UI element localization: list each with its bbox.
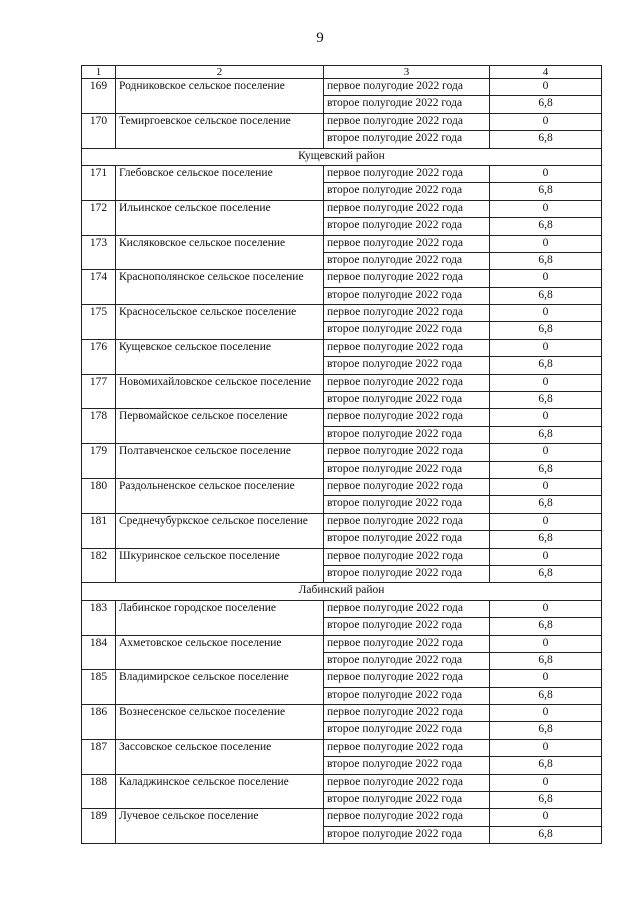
row-number: 183: [82, 600, 116, 635]
column-header: 1: [82, 66, 116, 79]
period-label: первое полугодие 2022 года: [324, 548, 490, 565]
period-label: второе полугодие 2022 года: [324, 652, 490, 669]
row-number: 174: [82, 270, 116, 305]
period-label: первое полугодие 2022 года: [324, 235, 490, 252]
period-label: второе полугодие 2022 года: [324, 322, 490, 339]
table-row: [82, 809, 602, 826]
district-name: Кущевский район: [82, 148, 602, 165]
rate-value: 0: [490, 670, 602, 687]
rate-value: 6,8: [490, 565, 602, 582]
period-label: первое полугодие 2022 года: [324, 305, 490, 322]
rate-value: 0: [490, 200, 602, 217]
row-number: 176: [82, 339, 116, 374]
period-label: второе полугодие 2022 года: [324, 496, 490, 513]
row-number: 179: [82, 444, 116, 479]
period-label: первое полугодие 2022 года: [324, 809, 490, 826]
period-label: второе полугодие 2022 года: [324, 426, 490, 443]
row-number: 172: [82, 200, 116, 235]
page-number: 9: [316, 30, 324, 46]
period-label: второе полугодие 2022 года: [324, 357, 490, 374]
row-number: 186: [82, 705, 116, 740]
period-label: первое полугодие 2022 года: [324, 409, 490, 426]
row-number: 175: [82, 305, 116, 340]
column-header: 3: [324, 66, 490, 79]
rate-value: 6,8: [490, 426, 602, 443]
rate-value: 0: [490, 113, 602, 130]
period-label: второе полугодие 2022 года: [324, 687, 490, 704]
rate-value: 0: [490, 513, 602, 530]
rate-value: 6,8: [490, 757, 602, 774]
row-number: 182: [82, 548, 116, 583]
table-body: [82, 66, 602, 844]
table-row: [82, 444, 602, 461]
period-label: второе полугодие 2022 года: [324, 183, 490, 200]
period-label: первое полугодие 2022 года: [324, 79, 490, 96]
row-number: 185: [82, 670, 116, 705]
settlement-name: Лучевое сельское поселение: [116, 809, 324, 844]
table-row: [82, 270, 602, 287]
rate-value: 0: [490, 305, 602, 322]
rate-value: 0: [490, 705, 602, 722]
rate-value: 0: [490, 79, 602, 96]
table-row: [82, 548, 602, 565]
settlement-name: Родниковское сельское поселение: [116, 79, 324, 114]
rate-value: 0: [490, 235, 602, 252]
period-label: первое полугодие 2022 года: [324, 165, 490, 182]
rate-value: 0: [490, 270, 602, 287]
table-row: [82, 165, 602, 182]
table-row: [82, 670, 602, 687]
column-header: 4: [490, 66, 602, 79]
rate-value: 6,8: [490, 826, 602, 843]
period-label: первое полугодие 2022 года: [324, 513, 490, 530]
rate-value: 0: [490, 809, 602, 826]
row-number: 184: [82, 635, 116, 670]
period-label: первое полугодие 2022 года: [324, 670, 490, 687]
table-row: [82, 774, 602, 791]
row-number: 181: [82, 513, 116, 548]
table-row: [82, 235, 602, 252]
period-label: второе полугодие 2022 года: [324, 565, 490, 582]
rate-value: 0: [490, 165, 602, 182]
period-label: второе полугодие 2022 года: [324, 792, 490, 809]
rate-value: 6,8: [490, 792, 602, 809]
row-number: 178: [82, 409, 116, 444]
settlement-name: Владимирское сельское поселение: [116, 670, 324, 705]
rate-value: 0: [490, 374, 602, 391]
settlement-name: Каладжинское сельское поселение: [116, 774, 324, 809]
row-number: 187: [82, 739, 116, 774]
settlement-name: Вознесенское сельское поселение: [116, 705, 324, 740]
rate-value: 0: [490, 774, 602, 791]
rate-value: 6,8: [490, 322, 602, 339]
period-label: первое полугодие 2022 года: [324, 270, 490, 287]
settlement-name: Кисляковское сельское поселение: [116, 235, 324, 270]
settlement-name: Темиргоевское сельское поселение: [116, 113, 324, 148]
rate-value: 6,8: [490, 496, 602, 513]
rate-value: 6,8: [490, 722, 602, 739]
settlement-name: Зассовское сельское поселение: [116, 739, 324, 774]
period-label: второе полугодие 2022 года: [324, 461, 490, 478]
rate-value: 6,8: [490, 287, 602, 304]
rate-value: 6,8: [490, 652, 602, 669]
rate-value: 0: [490, 478, 602, 495]
period-label: второе полугодие 2022 года: [324, 392, 490, 409]
period-label: второе полугодие 2022 года: [324, 618, 490, 635]
row-number: 173: [82, 235, 116, 270]
rate-value: 6,8: [490, 618, 602, 635]
header-row: [82, 66, 602, 79]
table-row: [82, 705, 602, 722]
settlement-name: Кущевское сельское поселение: [116, 339, 324, 374]
settlements-table: [81, 65, 602, 844]
settlement-name: Шкуринское сельское поселение: [116, 548, 324, 583]
period-label: второе полугодие 2022 года: [324, 531, 490, 548]
settlement-name: Среднечубуркское сельское поселение: [116, 513, 324, 548]
period-label: первое полугодие 2022 года: [324, 739, 490, 756]
table-row: [82, 635, 602, 652]
row-number: 171: [82, 165, 116, 200]
row-number: 169: [82, 79, 116, 114]
row-number: 189: [82, 809, 116, 844]
rate-value: 0: [490, 444, 602, 461]
table-row: [82, 513, 602, 530]
table-row: [82, 409, 602, 426]
column-header: 2: [116, 66, 324, 79]
table-row: [82, 200, 602, 217]
rate-value: 0: [490, 635, 602, 652]
settlement-name: Новомихайловское сельское поселение: [116, 374, 324, 409]
period-label: первое полугодие 2022 года: [324, 705, 490, 722]
period-label: второе полугодие 2022 года: [324, 218, 490, 235]
district-name: Лабинский район: [82, 583, 602, 600]
period-label: первое полугодие 2022 года: [324, 200, 490, 217]
settlement-name: Глебовское сельское поселение: [116, 165, 324, 200]
rate-value: 6,8: [490, 531, 602, 548]
table-row: [82, 374, 602, 391]
rate-value: 0: [490, 548, 602, 565]
table-row: [82, 113, 602, 130]
period-label: второе полугодие 2022 года: [324, 826, 490, 843]
row-number: 170: [82, 113, 116, 148]
rate-value: 6,8: [490, 218, 602, 235]
district-header-row: [82, 148, 602, 165]
rate-value: 6,8: [490, 687, 602, 704]
rate-value: 0: [490, 409, 602, 426]
period-label: второе полугодие 2022 года: [324, 757, 490, 774]
settlement-name: Красносельское сельское поселение: [116, 305, 324, 340]
rate-value: 6,8: [490, 461, 602, 478]
period-label: второе полугодие 2022 года: [324, 96, 490, 113]
district-header-row: [82, 583, 602, 600]
rate-value: 6,8: [490, 392, 602, 409]
table-row: [82, 79, 602, 96]
rate-value: 0: [490, 339, 602, 356]
settlement-name: Лабинское городское поселение: [116, 600, 324, 635]
rate-value: 6,8: [490, 131, 602, 148]
period-label: первое полугодие 2022 года: [324, 478, 490, 495]
table-row: [82, 478, 602, 495]
period-label: второе полугодие 2022 года: [324, 252, 490, 269]
settlement-name: Полтавченское сельское поселение: [116, 444, 324, 479]
rate-value: 6,8: [490, 357, 602, 374]
period-label: первое полугодие 2022 года: [324, 600, 490, 617]
period-label: второе полугодие 2022 года: [324, 131, 490, 148]
table-row: [82, 739, 602, 756]
table-row: [82, 600, 602, 617]
period-label: второе полугодие 2022 года: [324, 287, 490, 304]
table-row: [82, 305, 602, 322]
period-label: первое полугодие 2022 года: [324, 635, 490, 652]
settlement-name: Первомайское сельское поселение: [116, 409, 324, 444]
rate-value: 0: [490, 600, 602, 617]
settlement-name: Раздольненское сельское поселение: [116, 478, 324, 513]
period-label: первое полугодие 2022 года: [324, 339, 490, 356]
rate-value: 6,8: [490, 183, 602, 200]
rate-value: 6,8: [490, 252, 602, 269]
rate-value: 0: [490, 739, 602, 756]
period-label: первое полугодие 2022 года: [324, 774, 490, 791]
settlement-name: Ильинское сельское поселение: [116, 200, 324, 235]
settlement-name: Краснополянское сельское поселение: [116, 270, 324, 305]
rate-value: 6,8: [490, 96, 602, 113]
row-number: 180: [82, 478, 116, 513]
row-number: 188: [82, 774, 116, 809]
settlement-name: Ахметовское сельское поселение: [116, 635, 324, 670]
row-number: 177: [82, 374, 116, 409]
period-label: первое полугодие 2022 года: [324, 113, 490, 130]
table-row: [82, 339, 602, 356]
period-label: второе полугодие 2022 года: [324, 722, 490, 739]
period-label: первое полугодие 2022 года: [324, 444, 490, 461]
period-label: первое полугодие 2022 года: [324, 374, 490, 391]
